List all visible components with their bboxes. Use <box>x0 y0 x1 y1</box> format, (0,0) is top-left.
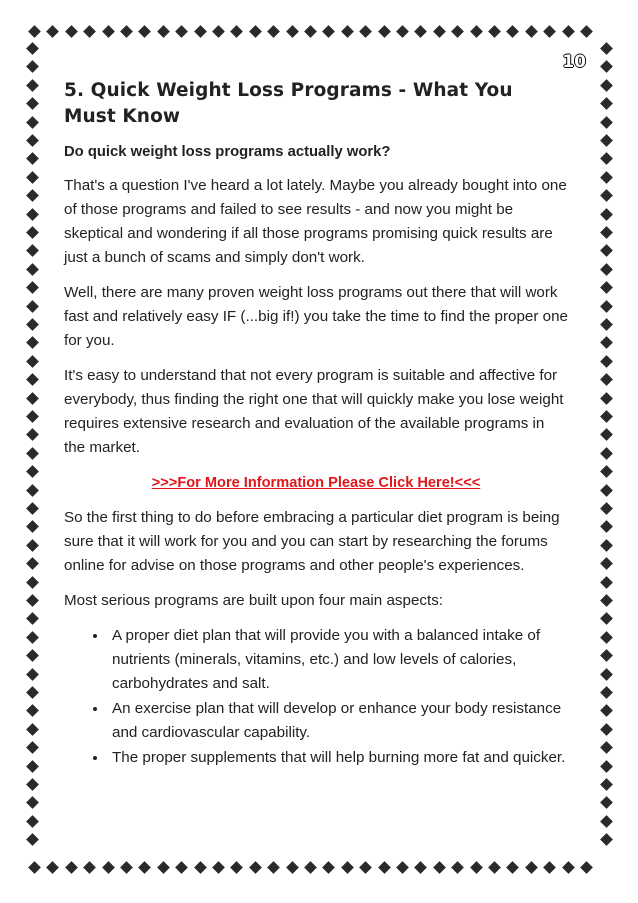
border-diamond <box>341 861 354 874</box>
border-diamond <box>26 760 39 773</box>
border-diamond <box>26 741 39 754</box>
border-diamond <box>600 410 613 423</box>
border-diamond <box>600 318 613 331</box>
border-diamond <box>26 539 39 552</box>
border-diamond <box>600 153 613 166</box>
border-diamond <box>507 861 520 874</box>
border-diamond <box>433 25 446 38</box>
border-diamond <box>600 613 613 626</box>
border-diamond <box>580 25 593 38</box>
border-diamond <box>83 25 96 38</box>
border-diamond <box>451 25 464 38</box>
border-diamond <box>26 778 39 791</box>
border-diamond <box>600 281 613 294</box>
border-diamond <box>102 25 115 38</box>
border-diamond <box>600 189 613 202</box>
border-diamond <box>26 134 39 147</box>
border-diamond <box>26 815 39 828</box>
border-diamond <box>600 429 613 442</box>
border-diamond <box>286 25 299 38</box>
border-diamond <box>26 484 39 497</box>
border-diamond <box>580 861 593 874</box>
border-diamond <box>470 25 483 38</box>
border-diamond <box>194 25 207 38</box>
border-diamond <box>600 594 613 607</box>
border-diamond <box>26 42 39 55</box>
border-diamond <box>65 861 78 874</box>
article-body <box>64 78 568 771</box>
border-diamond <box>26 337 39 350</box>
subheading: Do quick weight loss programs actually work? <box>64 144 391 160</box>
border-diamond <box>26 521 39 534</box>
border-diamond <box>47 861 60 874</box>
more-info-link[interactable]: >>>For More Information Please Click Here!<<< <box>151 475 481 491</box>
border-diamond <box>267 25 280 38</box>
border-diamond <box>600 539 613 552</box>
border-diamond <box>600 245 613 258</box>
border-diamond <box>415 861 428 874</box>
border-diamond <box>26 429 39 442</box>
border-diamond <box>26 189 39 202</box>
cta-container <box>64 471 568 495</box>
border-diamond <box>396 25 409 38</box>
border-diamond <box>600 484 613 497</box>
border-diamond <box>26 447 39 460</box>
border-diamond <box>600 300 613 313</box>
border-diamond <box>304 25 317 38</box>
border-diamond <box>175 25 188 38</box>
border-diamond <box>212 25 225 38</box>
border-diamond <box>525 861 538 874</box>
border-diamond <box>26 263 39 276</box>
bottom-border <box>0 858 638 878</box>
border-diamond <box>562 861 575 874</box>
border-diamond <box>47 25 60 38</box>
top-border <box>0 22 638 42</box>
border-diamond <box>26 686 39 699</box>
border-diamond <box>600 686 613 699</box>
border-diamond <box>26 705 39 718</box>
border-diamond <box>26 613 39 626</box>
border-diamond <box>26 318 39 331</box>
border-diamond <box>600 208 613 221</box>
border-diamond <box>83 861 96 874</box>
right-border <box>596 0 616 903</box>
border-diamond <box>26 79 39 92</box>
border-diamond <box>488 25 501 38</box>
border-diamond <box>323 861 336 874</box>
border-diamond <box>525 25 538 38</box>
border-diamond <box>600 337 613 350</box>
border-diamond <box>26 410 39 423</box>
border-diamond <box>26 281 39 294</box>
border-diamond <box>304 861 317 874</box>
border-diamond <box>26 300 39 313</box>
border-diamond <box>600 392 613 405</box>
border-diamond <box>26 355 39 368</box>
border-diamond <box>433 861 446 874</box>
border-diamond <box>600 171 613 184</box>
list-item: • A proper diet plan that will provide you with a balanced intake of nutrients (minerals, vitamins, etc.) and low levels of calories, carbohydrates and salt. <box>108 624 568 696</box>
border-diamond <box>26 557 39 570</box>
border-diamond <box>26 392 39 405</box>
border-diamond <box>600 668 613 681</box>
border-diamond <box>26 373 39 386</box>
border-diamond <box>26 116 39 129</box>
border-diamond <box>139 25 152 38</box>
border-diamond <box>194 861 207 874</box>
border-diamond <box>26 833 39 846</box>
border-diamond <box>26 208 39 221</box>
border-diamond <box>26 649 39 662</box>
border-diamond <box>600 263 613 276</box>
paragraph-2: Well, there are many proven weight loss programs out there that will work fast and relatively easy IF (...big if!) you take the time to find the proper one for you. <box>64 284 568 349</box>
border-diamond <box>175 861 188 874</box>
border-diamond <box>157 861 170 874</box>
border-diamond <box>600 355 613 368</box>
border-diamond <box>507 25 520 38</box>
border-diamond <box>600 576 613 589</box>
border-diamond <box>600 61 613 74</box>
border-diamond <box>378 861 391 874</box>
border-diamond <box>26 631 39 644</box>
border-diamond <box>600 723 613 736</box>
border-diamond <box>600 447 613 460</box>
border-diamond <box>600 833 613 846</box>
border-diamond <box>212 861 225 874</box>
border-diamond <box>249 25 262 38</box>
border-diamond <box>600 557 613 570</box>
border-diamond <box>451 861 464 874</box>
border-diamond <box>600 373 613 386</box>
paragraph-1: That's a question I've heard a lot lately. Maybe you already bought into one of those programs and failed to see results - and now you might be skeptical and wondering if all those programs promising quick results are just a bunch of scams and simply don't work. <box>64 177 567 266</box>
border-diamond <box>231 25 244 38</box>
border-diamond <box>249 861 262 874</box>
border-diamond <box>341 25 354 38</box>
border-diamond <box>120 861 133 874</box>
border-diamond <box>359 25 372 38</box>
border-diamond <box>26 723 39 736</box>
border-diamond <box>543 861 556 874</box>
border-diamond <box>26 153 39 166</box>
border-diamond <box>600 502 613 515</box>
border-diamond <box>600 116 613 129</box>
border-diamond <box>26 245 39 258</box>
border-diamond <box>600 778 613 791</box>
border-diamond <box>65 25 78 38</box>
border-diamond <box>26 61 39 74</box>
paragraph-3: It's easy to understand that not every program is suitable and affective for everybody, thus finding the right one that will quickly make you lose weight requires extensive research and evaluation of the available programs in the market. <box>64 367 564 456</box>
border-diamond <box>600 741 613 754</box>
border-diamond <box>600 649 613 662</box>
border-diamond <box>26 465 39 478</box>
border-diamond <box>26 797 39 810</box>
border-diamond <box>26 171 39 184</box>
border-diamond <box>600 631 613 644</box>
border-diamond <box>488 861 501 874</box>
border-diamond <box>543 25 556 38</box>
border-diamond <box>600 42 613 55</box>
border-diamond <box>600 134 613 147</box>
page-number: 10 <box>562 52 586 72</box>
left-border <box>22 0 42 903</box>
border-diamond <box>600 815 613 828</box>
border-diamond <box>600 97 613 110</box>
border-diamond <box>600 226 613 239</box>
border-diamond <box>102 861 115 874</box>
border-diamond <box>267 861 280 874</box>
border-diamond <box>26 594 39 607</box>
border-diamond <box>600 521 613 534</box>
border-diamond <box>323 25 336 38</box>
border-diamond <box>139 861 152 874</box>
border-diamond <box>26 502 39 515</box>
border-diamond <box>562 25 575 38</box>
border-diamond <box>231 861 244 874</box>
border-diamond <box>396 861 409 874</box>
aspects-list <box>64 624 568 770</box>
border-diamond <box>600 760 613 773</box>
paragraph-4: So the first thing to do before embracing a particular diet program is being sure that it will work for you and you can start by researching the forums online for advise on those programs and other people's experiences. <box>64 509 560 574</box>
border-diamond <box>359 861 372 874</box>
list-item: • The proper supplements that will help burning more fat and quicker. <box>108 746 568 770</box>
page-title: 5. Quick Weight Loss Programs - What You Must Know <box>64 80 513 127</box>
border-diamond <box>26 576 39 589</box>
border-diamond <box>26 668 39 681</box>
border-diamond <box>600 705 613 718</box>
border-diamond <box>600 79 613 92</box>
border-diamond <box>600 797 613 810</box>
border-diamond <box>26 226 39 239</box>
border-diamond <box>470 861 483 874</box>
list-item: • An exercise plan that will develop or enhance your body resistance and cardiovascular capability. <box>108 697 568 745</box>
border-diamond <box>378 25 391 38</box>
border-diamond <box>120 25 133 38</box>
border-diamond <box>26 97 39 110</box>
paragraph-5: Most serious programs are built upon four main aspects: <box>64 592 444 609</box>
border-diamond <box>415 25 428 38</box>
border-diamond <box>600 465 613 478</box>
border-diamond <box>157 25 170 38</box>
border-diamond <box>286 861 299 874</box>
